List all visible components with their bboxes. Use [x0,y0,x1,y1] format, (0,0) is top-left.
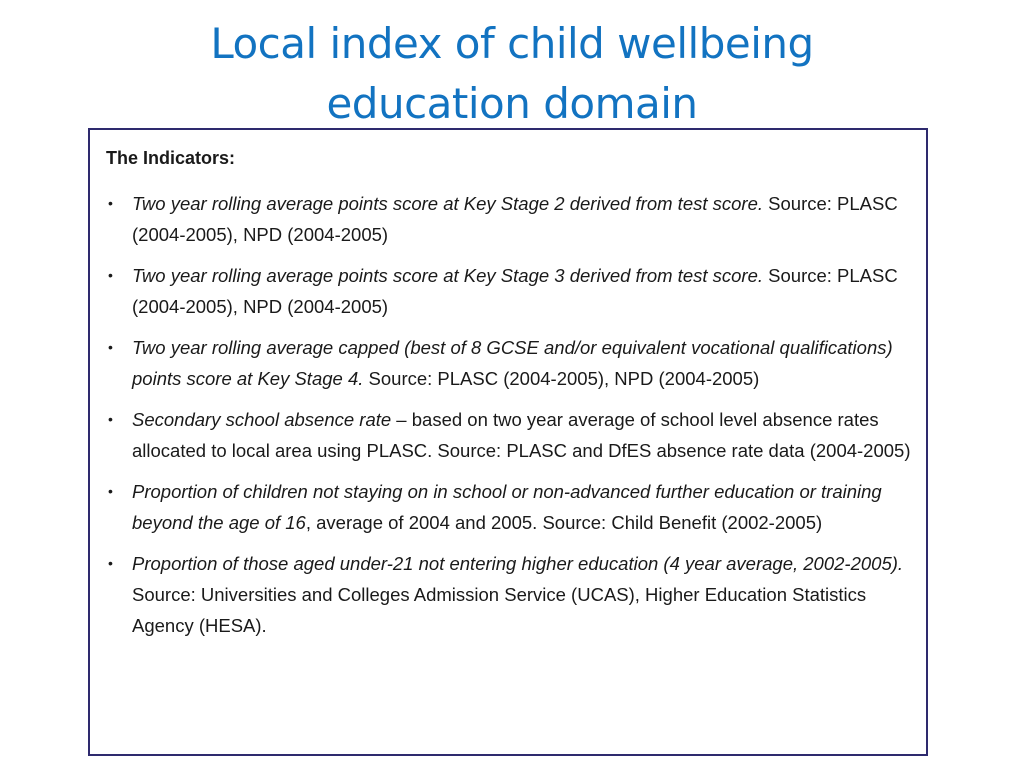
indicator-source: Source: PLASC (2004-2005), NPD (2004-2005) [363,368,760,389]
list-item [90,188,926,250]
list-item [90,476,926,538]
bullet-icon: • [108,555,113,571]
indicator-list [90,188,926,651]
bullet-icon: • [108,411,113,427]
title-line-2: education domain [326,79,698,128]
indicators-heading: The Indicators: [106,148,236,168]
indicator-source: Source: PLASC (2004-2005), NPD (2004-2005) [132,265,898,317]
bullet-icon: • [108,483,113,499]
list-item [90,404,926,466]
indicator-name: Two year rolling average points score at Key Stage 3 derived from test score. [132,265,764,286]
indicators-box [88,128,928,756]
list-item [90,260,926,322]
bullet-icon: • [108,267,113,283]
slide-title [0,14,1024,134]
indicator-name: Proportion of children not staying on in school or non-advanced further education or training beyond the age of 16 [132,481,882,533]
indicator-source: – based on two year average of school level absence rates allocated to local area using PLASC. Source: PLASC and DfES absence rate data (2004-2005) [132,409,911,461]
title-line-1: Local index of child wellbeing [210,19,814,68]
indicator-name: Secondary school absence rate [132,409,392,430]
bullet-icon: • [108,195,113,211]
list-item [90,332,926,394]
list-item [90,548,926,641]
bullet-icon: • [108,339,113,355]
indicator-name: Two year rolling average capped (best of 8 GCSE and/or equivalent vocational qualifications) points score at Key Stage 4. [132,337,893,389]
indicator-name: Proportion of those aged under-21 not entering higher education (4 year average, 2002-2005). [132,553,904,574]
indicator-source: Source: PLASC (2004-2005), NPD (2004-2005) [132,193,898,245]
indicator-source: , average of 2004 and 2005. Source: Child Benefit (2002-2005) [305,512,823,533]
indicator-source: Source: Universities and Colleges Admission Service (UCAS), Higher Education Statistics Agency (HESA). [132,584,867,636]
indicator-name: Two year rolling average points score at Key Stage 2 derived from test score. [132,193,764,214]
